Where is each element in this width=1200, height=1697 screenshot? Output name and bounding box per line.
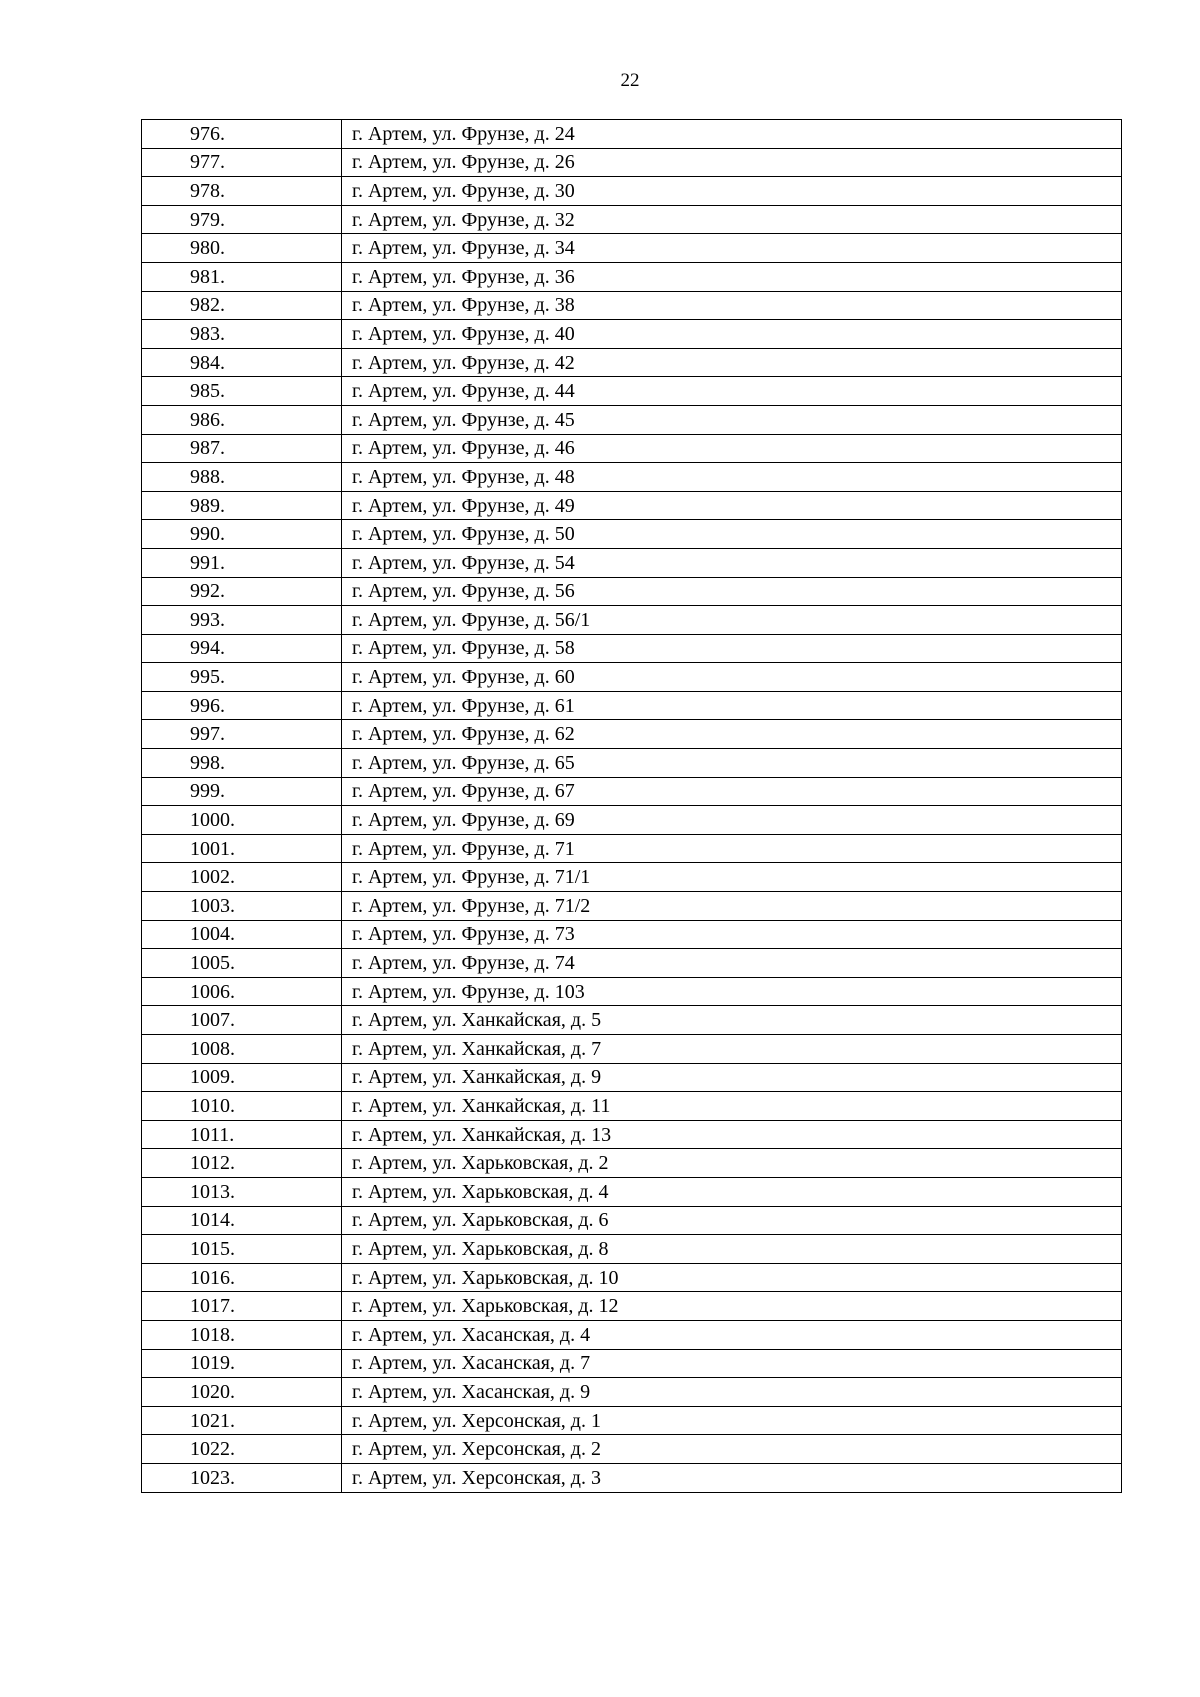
table-row: [142, 1235, 1122, 1264]
address-cell: г. Артем, ул. Харьковская, д. 8: [342, 1235, 1122, 1264]
table-row: [142, 262, 1122, 291]
row-number-cell: 981.: [142, 262, 342, 291]
row-number-cell: 1002.: [142, 863, 342, 892]
row-number-cell: 1001.: [142, 834, 342, 863]
table-row: [142, 1463, 1122, 1492]
row-number-cell: 1022.: [142, 1435, 342, 1464]
address-cell: г. Артем, ул. Фрунзе, д. 56/1: [342, 606, 1122, 635]
address-cell: г. Артем, ул. Фрунзе, д. 73: [342, 920, 1122, 949]
address-cell: г. Артем, ул. Фрунзе, д. 54: [342, 548, 1122, 577]
table-row: [142, 749, 1122, 778]
address-cell: г. Артем, ул. Фрунзе, д. 46: [342, 434, 1122, 463]
table-row: [142, 120, 1122, 149]
address-cell: г. Артем, ул. Фрунзе, д. 65: [342, 749, 1122, 778]
table-row: [142, 520, 1122, 549]
address-cell: г. Артем, ул. Фрунзе, д. 38: [342, 291, 1122, 320]
table-row: [142, 606, 1122, 635]
table-row: [142, 148, 1122, 177]
row-number-cell: 1013.: [142, 1177, 342, 1206]
row-number-cell: 1011.: [142, 1120, 342, 1149]
table-row: [142, 834, 1122, 863]
row-number-cell: 1023.: [142, 1463, 342, 1492]
table-row: [142, 1120, 1122, 1149]
table-row: [142, 205, 1122, 234]
page-number: 22: [620, 70, 640, 91]
row-number-cell: 1016.: [142, 1263, 342, 1292]
table-row: [142, 920, 1122, 949]
table-row: [142, 434, 1122, 463]
address-cell: г. Артем, ул. Фрунзе, д. 61: [342, 691, 1122, 720]
table-row: [142, 548, 1122, 577]
table-row: [142, 1092, 1122, 1121]
table-row: [142, 377, 1122, 406]
row-number-cell: 995.: [142, 663, 342, 692]
table-row: [142, 663, 1122, 692]
row-number-cell: 990.: [142, 520, 342, 549]
address-cell: г. Артем, ул. Фрунзе, д. 62: [342, 720, 1122, 749]
address-table-body: [142, 120, 1122, 1493]
table-row: [142, 949, 1122, 978]
row-number-cell: 1014.: [142, 1206, 342, 1235]
table-row: [142, 234, 1122, 263]
row-number-cell: 998.: [142, 749, 342, 778]
row-number-cell: 976.: [142, 120, 342, 149]
address-cell: г. Артем, ул. Фрунзе, д. 49: [342, 491, 1122, 520]
row-number-cell: 1009.: [142, 1063, 342, 1092]
address-cell: г. Артем, ул. Фрунзе, д. 71: [342, 834, 1122, 863]
row-number-cell: 997.: [142, 720, 342, 749]
row-number-cell: 996.: [142, 691, 342, 720]
address-cell: г. Артем, ул. Фрунзе, д. 45: [342, 405, 1122, 434]
row-number-cell: 989.: [142, 491, 342, 520]
table-row: [142, 1035, 1122, 1064]
row-number-cell: 978.: [142, 177, 342, 206]
address-cell: г. Артем, ул. Херсонская, д. 1: [342, 1406, 1122, 1435]
row-number-cell: 1000.: [142, 806, 342, 835]
address-cell: г. Артем, ул. Фрунзе, д. 60: [342, 663, 1122, 692]
address-cell: г. Артем, ул. Фрунзе, д. 74: [342, 949, 1122, 978]
address-cell: г. Артем, ул. Фрунзе, д. 71/1: [342, 863, 1122, 892]
row-number-cell: 1005.: [142, 949, 342, 978]
row-number-cell: 1006.: [142, 977, 342, 1006]
address-cell: г. Артем, ул. Харьковская, д. 4: [342, 1177, 1122, 1206]
row-number-cell: 1003.: [142, 892, 342, 921]
row-number-cell: 994.: [142, 634, 342, 663]
table-row: [142, 1263, 1122, 1292]
table-row: [142, 863, 1122, 892]
address-cell: г. Артем, ул. Ханкайская, д. 11: [342, 1092, 1122, 1121]
row-number-cell: 1018.: [142, 1320, 342, 1349]
row-number-cell: 979.: [142, 205, 342, 234]
address-cell: г. Артем, ул. Фрунзе, д. 40: [342, 320, 1122, 349]
table-row: [142, 1378, 1122, 1407]
address-cell: г. Артем, ул. Хасанская, д. 7: [342, 1349, 1122, 1378]
address-cell: г. Артем, ул. Фрунзе, д. 71/2: [342, 892, 1122, 921]
address-cell: г. Артем, ул. Фрунзе, д. 103: [342, 977, 1122, 1006]
address-cell: г. Артем, ул. Ханкайская, д. 7: [342, 1035, 1122, 1064]
row-number-cell: 1012.: [142, 1149, 342, 1178]
address-cell: г. Артем, ул. Фрунзе, д. 32: [342, 205, 1122, 234]
address-cell: г. Артем, ул. Фрунзе, д. 24: [342, 120, 1122, 149]
table-row: [142, 1177, 1122, 1206]
table-row: [142, 405, 1122, 434]
table-row: [142, 291, 1122, 320]
address-cell: г. Артем, ул. Фрунзе, д. 30: [342, 177, 1122, 206]
row-number-cell: 986.: [142, 405, 342, 434]
address-cell: г. Артем, ул. Фрунзе, д. 67: [342, 777, 1122, 806]
address-cell: г. Артем, ул. Харьковская, д. 10: [342, 1263, 1122, 1292]
table-row: [142, 463, 1122, 492]
address-cell: г. Артем, ул. Фрунзе, д. 36: [342, 262, 1122, 291]
row-number-cell: 987.: [142, 434, 342, 463]
row-number-cell: 984.: [142, 348, 342, 377]
table-row: [142, 806, 1122, 835]
address-cell: г. Артем, ул. Ханкайская, д. 5: [342, 1006, 1122, 1035]
address-cell: г. Артем, ул. Фрунзе, д. 50: [342, 520, 1122, 549]
address-cell: г. Артем, ул. Фрунзе, д. 44: [342, 377, 1122, 406]
address-cell: г. Артем, ул. Харьковская, д. 6: [342, 1206, 1122, 1235]
row-number-cell: 1010.: [142, 1092, 342, 1121]
address-cell: г. Артем, ул. Херсонская, д. 3: [342, 1463, 1122, 1492]
address-cell: г. Артем, ул. Фрунзе, д. 69: [342, 806, 1122, 835]
table-row: [142, 1206, 1122, 1235]
address-cell: г. Артем, ул. Ханкайская, д. 9: [342, 1063, 1122, 1092]
table-row: [142, 1406, 1122, 1435]
row-number-cell: 1021.: [142, 1406, 342, 1435]
row-number-cell: 993.: [142, 606, 342, 635]
table-row: [142, 1063, 1122, 1092]
row-number-cell: 1020.: [142, 1378, 342, 1407]
table-row: [142, 777, 1122, 806]
table-row: [142, 491, 1122, 520]
table-row: [142, 320, 1122, 349]
table-row: [142, 577, 1122, 606]
address-cell: г. Артем, ул. Ханкайская, д. 13: [342, 1120, 1122, 1149]
row-number-cell: 988.: [142, 463, 342, 492]
row-number-cell: 992.: [142, 577, 342, 606]
table-row: [142, 1320, 1122, 1349]
row-number-cell: 1007.: [142, 1006, 342, 1035]
table-row: [142, 691, 1122, 720]
row-number-cell: 977.: [142, 148, 342, 177]
table-row: [142, 177, 1122, 206]
table-row: [142, 634, 1122, 663]
table-row: [142, 348, 1122, 377]
address-cell: г. Артем, ул. Херсонская, д. 2: [342, 1435, 1122, 1464]
address-cell: г. Артем, ул. Хасанская, д. 4: [342, 1320, 1122, 1349]
row-number-cell: 1019.: [142, 1349, 342, 1378]
address-cell: г. Артем, ул. Хасанская, д. 9: [342, 1378, 1122, 1407]
row-number-cell: 1017.: [142, 1292, 342, 1321]
address-table: [141, 119, 1122, 1493]
address-cell: г. Артем, ул. Фрунзе, д. 42: [342, 348, 1122, 377]
row-number-cell: 983.: [142, 320, 342, 349]
table-row: [142, 892, 1122, 921]
table-row: [142, 1292, 1122, 1321]
row-number-cell: 1004.: [142, 920, 342, 949]
row-number-cell: 1008.: [142, 1035, 342, 1064]
row-number-cell: 1015.: [142, 1235, 342, 1264]
address-cell: г. Артем, ул. Фрунзе, д. 48: [342, 463, 1122, 492]
address-cell: г. Артем, ул. Харьковская, д. 12: [342, 1292, 1122, 1321]
address-cell: г. Артем, ул. Фрунзе, д. 56: [342, 577, 1122, 606]
row-number-cell: 980.: [142, 234, 342, 263]
table-row: [142, 1435, 1122, 1464]
table-row: [142, 1349, 1122, 1378]
row-number-cell: 991.: [142, 548, 342, 577]
row-number-cell: 982.: [142, 291, 342, 320]
row-number-cell: 999.: [142, 777, 342, 806]
address-cell: г. Артем, ул. Фрунзе, д. 26: [342, 148, 1122, 177]
table-row: [142, 1006, 1122, 1035]
address-cell: г. Артем, ул. Фрунзе, д. 34: [342, 234, 1122, 263]
table-row: [142, 977, 1122, 1006]
table-row: [142, 720, 1122, 749]
address-cell: г. Артем, ул. Харьковская, д. 2: [342, 1149, 1122, 1178]
row-number-cell: 985.: [142, 377, 342, 406]
address-cell: г. Артем, ул. Фрунзе, д. 58: [342, 634, 1122, 663]
table-row: [142, 1149, 1122, 1178]
